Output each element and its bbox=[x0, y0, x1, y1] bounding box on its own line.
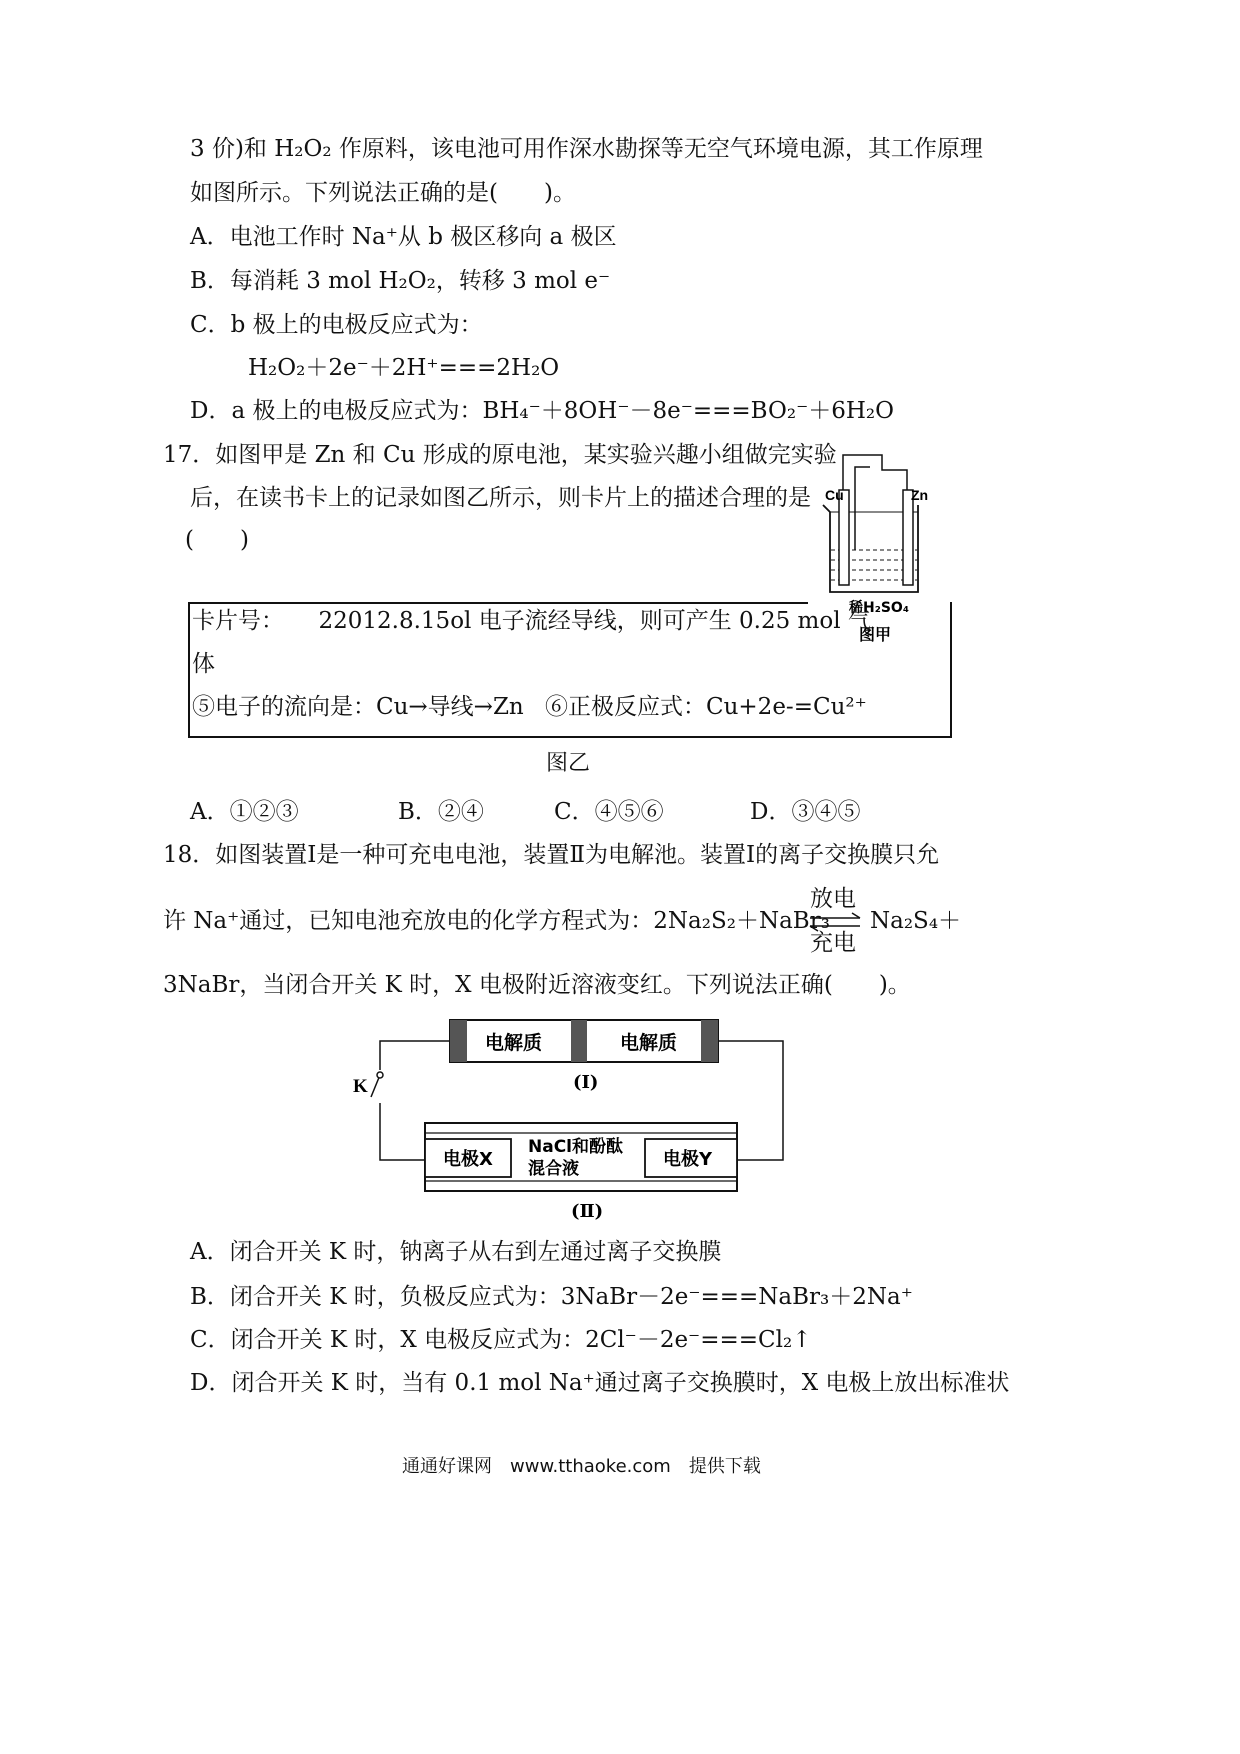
q18-stem-line2b: Na₂S₄＋ bbox=[870, 908, 962, 934]
q18-stem-line1: 18．如图装置Ⅰ是一种可充电电池，装置Ⅱ为电解池。装置Ⅰ的离子交换膜只允 bbox=[163, 842, 940, 868]
figure-yi-caption: 图乙 bbox=[546, 751, 591, 776]
q18-option-d: D．闭合开关 K 时，当有 0.1 mol Na⁺通过离子交换膜时，X 电极上放出标准状 bbox=[190, 1370, 1010, 1396]
battery-right-electrode bbox=[701, 1020, 718, 1062]
q18-option-a: A．闭合开关 K 时，钠离子从右到左通过离子交换膜 bbox=[190, 1239, 722, 1265]
cu-electrode bbox=[839, 490, 849, 585]
q17-option-a: A．①②③ bbox=[190, 799, 299, 825]
card-row-2: 体 bbox=[192, 651, 215, 677]
battery-left-electrode bbox=[450, 1020, 467, 1062]
q17-stem-line1: 17．如图甲是 Zn 和 Cu 形成的原电池，某实验兴趣小组做完实验 bbox=[163, 442, 837, 468]
discharge-label: 放电 bbox=[810, 886, 856, 912]
q17-option-c: C．④⑤⑥ bbox=[554, 799, 664, 825]
solution-label: 稀H₂SO₄ bbox=[849, 600, 909, 616]
q16-option-d: D．a 极上的电极反应式为：BH₄⁻＋8OH⁻－8e⁻===BO₂⁻＋6H₂O bbox=[190, 398, 894, 424]
zn-label: Zn bbox=[911, 487, 929, 503]
q18-stem-line3: 3NaBr，当闭合开关 K 时，X 电极附近溶液变红。下列说法正确( )。 bbox=[163, 972, 911, 998]
q17-stem-line2: 后，在读书卡上的记录如图乙所示，则卡片上的描述合理的是 bbox=[190, 485, 811, 511]
q18-option-c: C．闭合开关 K 时，X 电极反应式为：2Cl⁻－2e⁻===Cl₂↑ bbox=[190, 1327, 812, 1353]
reversible-arrow-icon bbox=[806, 912, 864, 932]
switch-k-label: K bbox=[353, 1076, 368, 1097]
solution-label-line2: 混合液 bbox=[528, 1159, 579, 1179]
q17-option-d: D．③④⑤ bbox=[750, 799, 861, 825]
ion-exchange-membrane bbox=[571, 1020, 587, 1062]
q16-stem-line2: 如图所示。下列说法正确的是( )。 bbox=[190, 180, 576, 206]
cu-label: Cu bbox=[825, 487, 844, 503]
page-footer: 通通好课网 www.tthaoke.com 提供下载 bbox=[402, 1456, 761, 1477]
q16-stem-line1: 3 价)和 H₂O₂ 作原料，该电池可用作深水勘探等无空气环境电源，其工作原理 bbox=[190, 136, 983, 162]
electrolyte-right-label: 电解质 bbox=[620, 1032, 678, 1054]
device-i-label: (Ⅰ) bbox=[573, 1072, 599, 1093]
q18-stem-line2a: 许 Na⁺通过，已知电池充放电的化学方程式为：2Na₂S₂＋NaBr₃ bbox=[163, 908, 830, 934]
figure-q18-apparatus bbox=[345, 1015, 795, 1225]
card-row-3a: ⑤电子的流向是：Cu→导线→Zn bbox=[192, 694, 524, 720]
q16-option-c: C．b 极上的电极反应式为： bbox=[190, 312, 483, 338]
electrolyte-left-label: 电解质 bbox=[485, 1032, 543, 1054]
charge-label: 充电 bbox=[810, 930, 856, 956]
card-row-1: 卡片号： 22012.8.15ol 电子流经导线，则可产生 0.25 mol 气 bbox=[192, 608, 871, 634]
q17-stem-line3: ( ) bbox=[185, 527, 249, 553]
q16-option-c-equation: H₂O₂＋2e⁻＋2H⁺===2H₂O bbox=[248, 355, 560, 381]
q18-option-b: B．闭合开关 K 时，负极反应式为：3NaBr－2e⁻===NaBr₃＋2Na⁺ bbox=[190, 1284, 913, 1310]
device-ii-label: (Ⅱ) bbox=[571, 1201, 604, 1222]
electrode-x-label: 电极X bbox=[443, 1149, 493, 1170]
q16-option-b: B．每消耗 3 mol H₂O₂，转移 3 mol e⁻ bbox=[190, 268, 611, 294]
solution-label-line1: NaCl和酚酞 bbox=[528, 1137, 624, 1157]
card-row-3b: ⑥正极反应式：Cu+2e-=Cu²⁺ bbox=[545, 694, 867, 720]
zn-electrode bbox=[903, 490, 913, 585]
electrode-y-label: 电极Y bbox=[663, 1149, 713, 1170]
card-top-border bbox=[188, 602, 808, 604]
q16-option-a: A．电池工作时 Na⁺从 b 极区移向 a 极区 bbox=[190, 224, 617, 250]
q17-option-b: B．②④ bbox=[398, 799, 484, 825]
figure-jia-caption: 图甲 bbox=[859, 625, 892, 644]
